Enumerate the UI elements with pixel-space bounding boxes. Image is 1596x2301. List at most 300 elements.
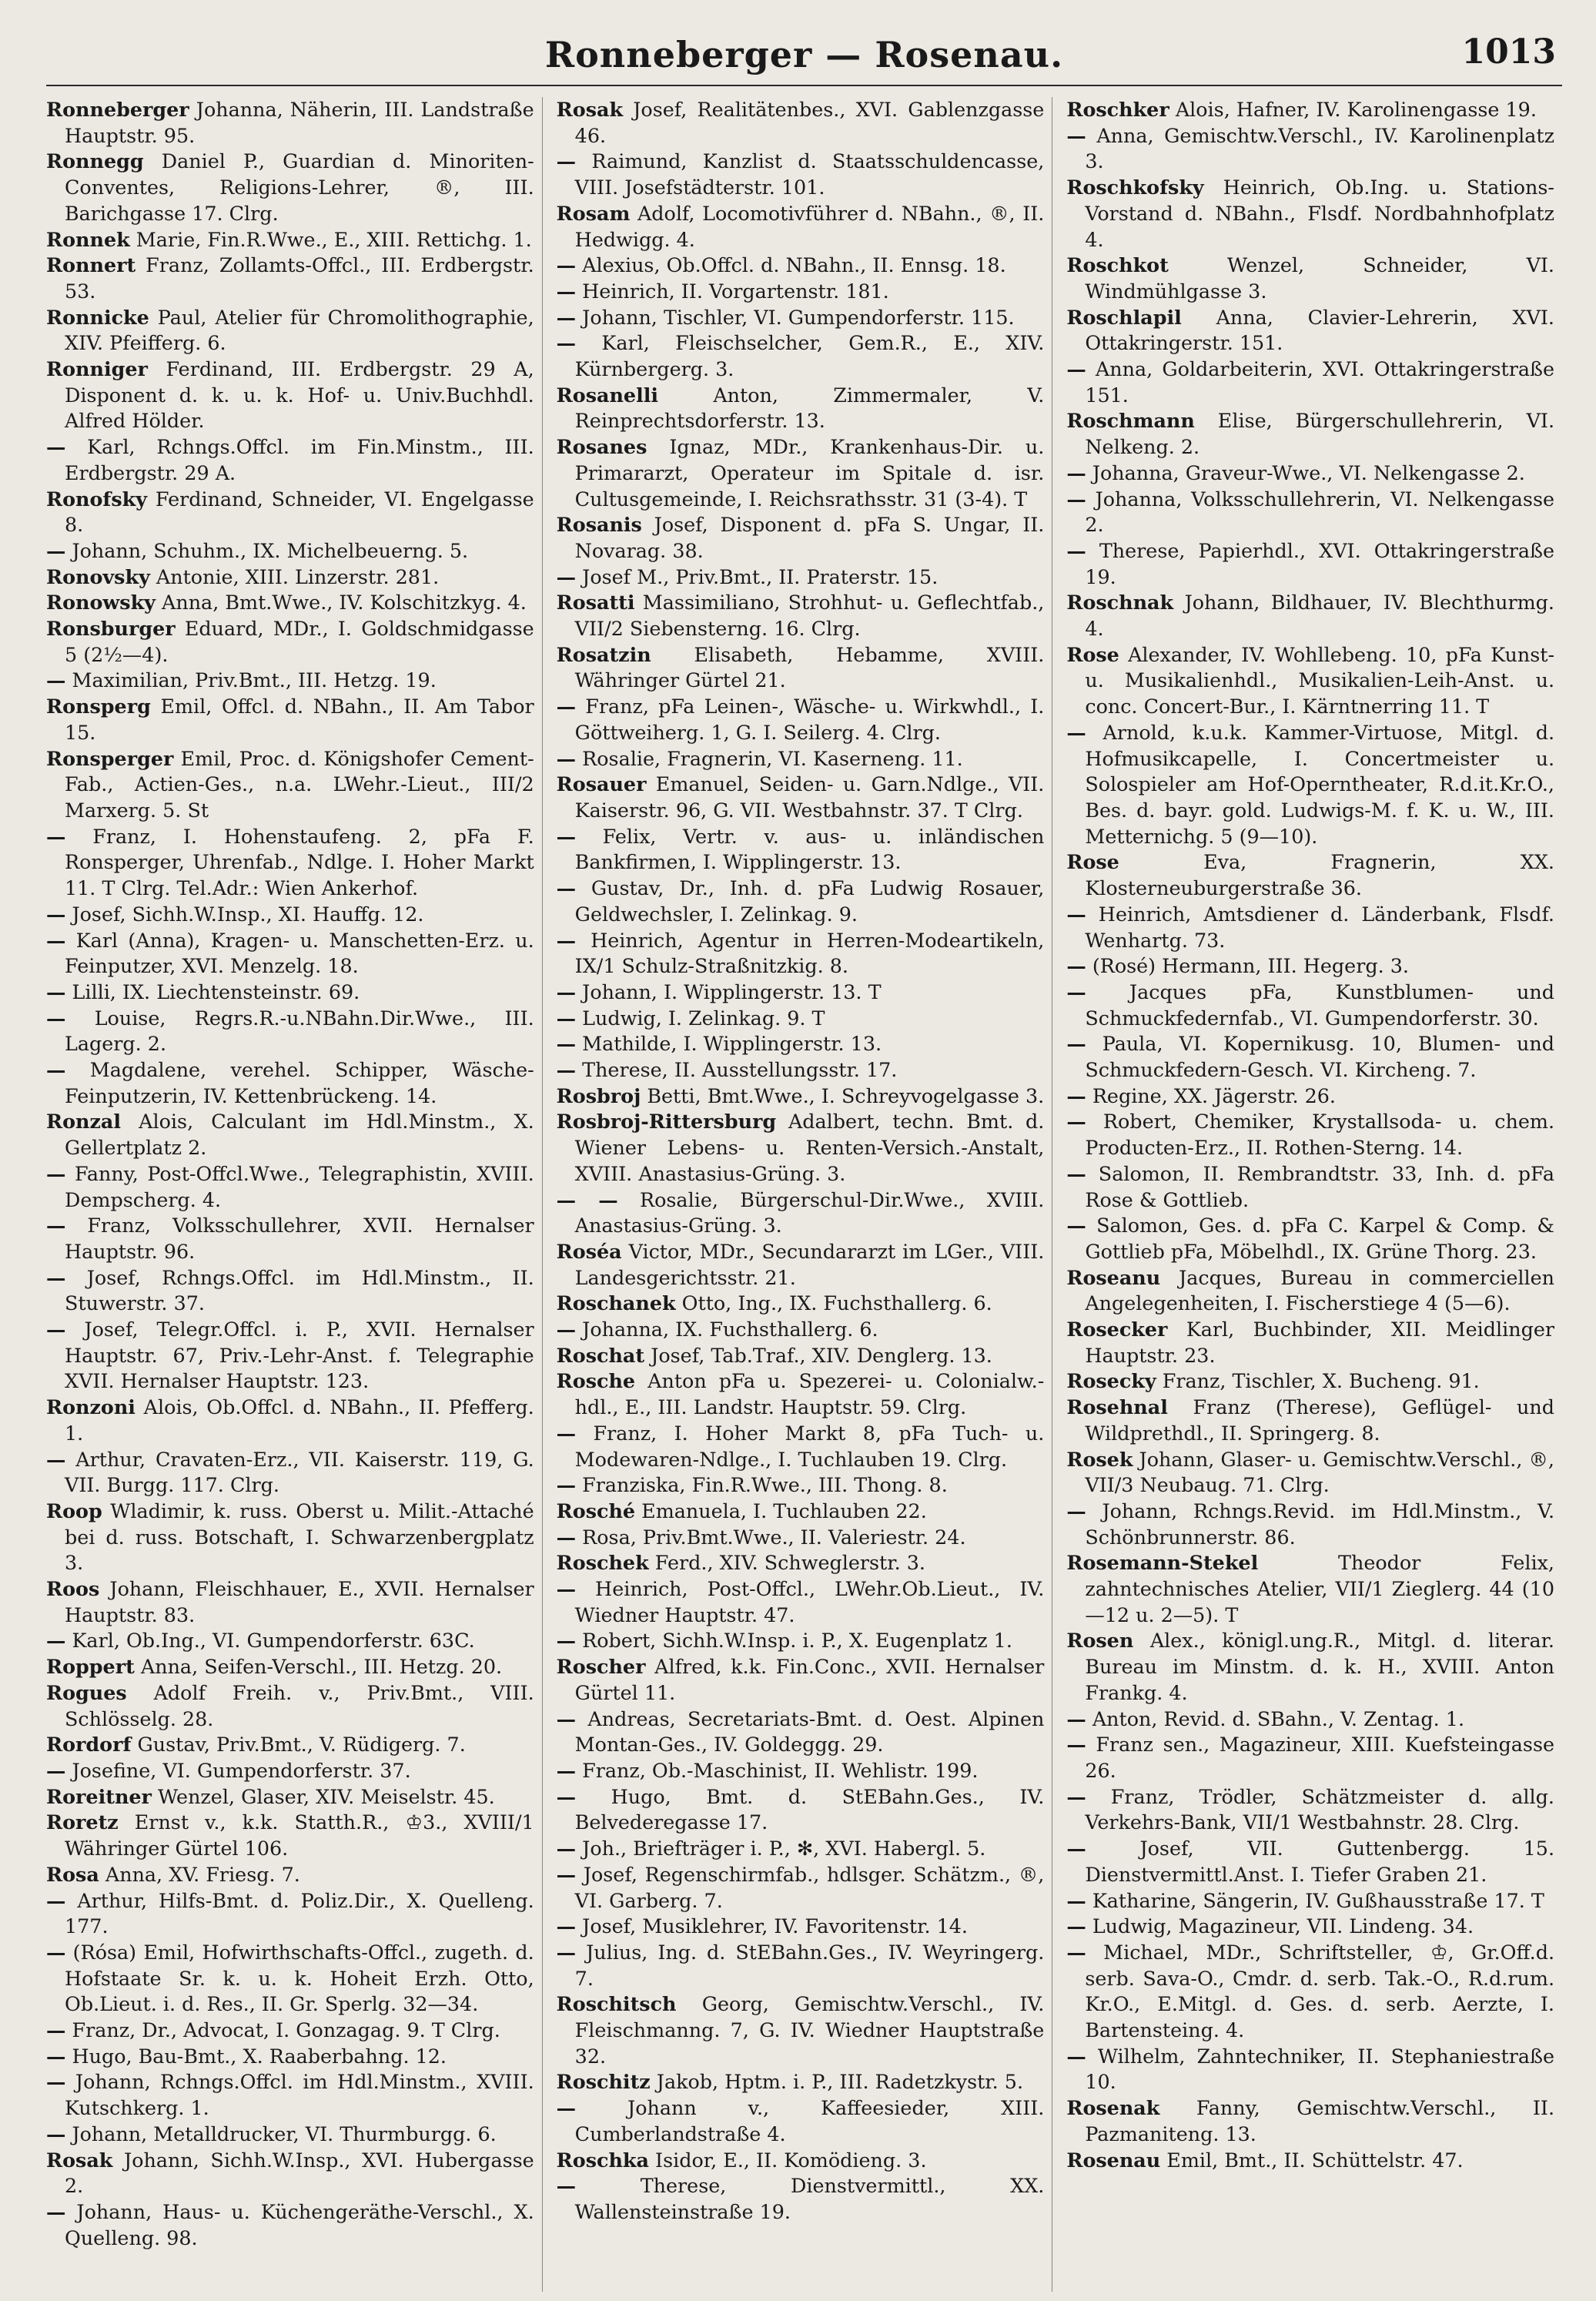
entry-details: Josef, Regenschirmfab., hdlsger. Schätzm., ®, VI. Garberg. 7.: [574, 1862, 1045, 1912]
entry-surname: —: [556, 1784, 577, 1808]
entry-surname: —: [556, 1759, 577, 1782]
entry-surname: —: [46, 435, 66, 459]
entry-surname: Ronsperger: [46, 746, 174, 770]
entry-details: Emil, Offcl. d. NBahn., II. Am Tabor 15.: [65, 695, 534, 744]
entry-details: Arthur, Hilfs-Bmt. d. Poliz.Dir., X. Quelleng. 177.: [65, 1888, 534, 1938]
directory-entry: [1066, 123, 1554, 175]
directory-entry: [557, 1525, 1045, 1551]
entry-details: Otto, Ing., IX. Fuchsthallerg. 6.: [681, 1291, 992, 1315]
directory-entry: [46, 2069, 534, 2121]
entry-details: Robert, Sichh.W.Insp. i. P., X. Eugenplatz 1.: [582, 1629, 1012, 1653]
directory-entry: [46, 694, 534, 745]
entry-surname: —: [1066, 1784, 1086, 1808]
entry-details: Arnold, k.u.k. Kammer-Virtuose, Mitgl. d. Hofmusikcapelle, I. Concertmeister u. Solospieler am Hof-Operntheater, R.d.it.Kr.O., Bes. d. bayr. gold. Ludwigs-M. f. K. u. W., III. Metternichg. 5 (9—10).: [1085, 720, 1555, 848]
entry-details: Ferd., XIV. Schweglerstr. 3.: [654, 1551, 925, 1575]
entry-details: Johann, Haus- u. Küchengeräthe-Verschl., X. Quelleng. 98.: [65, 2199, 534, 2249]
directory-entry: [1066, 357, 1554, 408]
entry-details: Regine, XX. Jägerstr. 26.: [1092, 1084, 1336, 1107]
entry-surname: —: [46, 1265, 66, 1289]
directory-entry: [557, 1343, 1045, 1369]
entry-details: Betti, Bmt.Wwe., I. Schreyvogelgasse 3.: [647, 1084, 1045, 1107]
entry-details: Anton, Revid. d. SBahn., V. Zentag. 1.: [1092, 1706, 1465, 1730]
directory-entry: [46, 1317, 534, 1395]
entry-surname: —: [46, 1759, 66, 1782]
directory-entry: [1066, 1447, 1554, 1499]
entry-details: Emanuela, I. Tuchlauben 22.: [641, 1499, 927, 1522]
directory-entry: [557, 876, 1045, 927]
page-header: [46, 31, 1562, 86]
entry-surname: —: [556, 1032, 577, 1056]
entry-surname: —: [1066, 1888, 1086, 1912]
directory-entry: [46, 2148, 534, 2199]
directory-entry: [557, 1550, 1045, 1576]
entry-details: Lilli, IX. Liechtensteinstr. 69.: [72, 980, 360, 1003]
entry-surname: Roop: [46, 1499, 102, 1522]
directory-entry: [557, 1317, 1045, 1343]
directory-entry: [557, 1239, 1045, 1291]
entry-surname: Rose: [1066, 850, 1119, 874]
directory-entry: [46, 928, 534, 980]
entry-surname: —: [556, 746, 577, 770]
entry-surname: Ronnert: [46, 253, 136, 277]
entry-surname: —: [556, 824, 577, 848]
entry-surname: Rosatzin: [556, 642, 651, 666]
entry-surname: Rosenau: [1066, 2148, 1161, 2172]
entry-details: Ludwig, Magazineur, VII. Lindeng. 34.: [1092, 1914, 1474, 1938]
entry-surname: —: [46, 2044, 66, 2068]
directory-entry: [46, 2018, 534, 2044]
directory-entry: [557, 1291, 1045, 1317]
entry-surname: —: [1066, 1940, 1086, 1964]
entry-details: Therese, II. Ausstellungsstr. 17.: [582, 1058, 898, 1082]
directory-entry: [557, 1706, 1045, 1758]
directory-entry: [46, 305, 534, 357]
directory-entry: [557, 980, 1045, 1006]
directory-entry: [46, 1862, 534, 1888]
entry-details: Anton, Zimmermaler, V. Reinprechtsdorferstr. 13.: [574, 383, 1045, 433]
entry-surname: Rosam: [556, 201, 631, 225]
directory-entry: [557, 383, 1045, 434]
entry-details: Jacques pFa, Kunstblumen- und Schmuckfedernfab., VI. Gumpendorferstr. 30.: [1085, 980, 1555, 1030]
entry-surname: —: [556, 253, 577, 277]
entry-details: Johann, Tischler, VI. Gumpendorferstr. 115.: [582, 305, 1015, 329]
entry-details: Johann, Metalldrucker, VI. Thurmburgg. 6.: [72, 2122, 497, 2145]
directory-entry: [1066, 902, 1554, 953]
directory-entry: [46, 1395, 534, 1446]
entry-details: Anton pFa u. Spezerei- u. Colonialw.-hdl., E., III. Landstr. Hauptstr. 59. Clrg.: [574, 1369, 1045, 1419]
directory-entry: [557, 1499, 1045, 1525]
entry-surname: Roschat: [556, 1343, 645, 1367]
directory-entry: [557, 2069, 1045, 2095]
directory-entry: [557, 1914, 1045, 1940]
column-middle: [557, 97, 1053, 2292]
directory-entry: [1066, 1732, 1554, 1784]
entry-surname: —: [46, 1006, 66, 1030]
entry-surname: Rosemann-Stekel: [1066, 1551, 1259, 1575]
entry-surname: —: [46, 980, 66, 1003]
entry-surname: —: [556, 1914, 577, 1938]
directory-entry: [46, 149, 534, 226]
directory-entry: [557, 1031, 1045, 1057]
entry-details: Johann, Schuhm., IX. Michelbeuerng. 5.: [72, 538, 469, 562]
entry-details: Johann, Fleischhauer, E., XVII. Hernalser Hauptstr. 83.: [65, 1577, 534, 1626]
entry-details: Alexius, Ob.Offcl. d. NBahn., II. Ennsg. 18.: [582, 253, 1006, 277]
entry-details: Alois, Ob.Offcl. d. NBahn., II. Pfefferg. 1.: [65, 1395, 534, 1445]
entry-details: Josef, Tab.Traf., XIV. Denglerg. 13.: [651, 1343, 992, 1367]
entry-details: Anna, Gemischtw.Verschl., IV. Karolinenplatz 3.: [1085, 123, 1555, 173]
entry-surname: —: [556, 1525, 577, 1549]
entry-details: Anna, Seifen-Verschl., III. Hetzg. 20.: [140, 1655, 503, 1679]
entry-surname: Ronzoni: [46, 1395, 136, 1419]
entry-details: Josef, Rchngs.Offcl. im Hdl.Minstm., II. Stuwerstr. 37.: [65, 1265, 534, 1315]
entry-details: Raimund, Kanzlist d. Staatsschuldencasse, VIII. Josefstädterstr. 101.: [574, 149, 1045, 199]
entry-surname: Rosenak: [1066, 2096, 1160, 2120]
entry-details: Emanuel, Seiden- u. Garn.Ndlge., VII. Kaiserstr. 96, G. VII. Westbahnstr. 37. T Clrg.: [574, 772, 1045, 822]
entry-surname: —: [46, 1447, 66, 1471]
entry-surname: Roschlapil: [1066, 305, 1182, 329]
entry-surname: —: [556, 876, 577, 900]
entry-details: Johanna, Volksschullehrerin, VI. Nelkengasse 2.: [1085, 487, 1555, 537]
entry-details: Ignaz, MDr., Krankenhaus-Dir. u. Primararzt, Operateur im Spitale d. isr. Cultusgemeinde, I. Reichsrathsstr. 31 (3-4). T: [574, 435, 1045, 511]
entry-details: Franz, Zollamts-Offcl., III. Erdbergstr. 53.: [65, 253, 534, 303]
entry-surname: —: [46, 1888, 66, 1912]
entry-surname: Roschker: [1066, 98, 1169, 121]
entry-details: Rosalie, Fragnerin, VI. Kaserneng. 11.: [582, 746, 963, 770]
entry-surname: —: [46, 1058, 66, 1082]
entry-surname: Rosbroj-Rittersburg: [556, 1110, 777, 1134]
entry-details: Victor, MDr., Secundararzt im LGer., VIII. Landesgerichtsstr. 21.: [574, 1239, 1045, 1289]
directory-entry: [1066, 1395, 1554, 1446]
directory-entry: [46, 1213, 534, 1264]
entry-details: Johann, Rchngs.Offcl. im Hdl.Minstm., XVIII. Kutschkerg. 1.: [65, 2070, 534, 2120]
entry-surname: —: [46, 1161, 66, 1185]
directory-entry: [557, 2095, 1045, 2147]
directory-entry: [557, 330, 1045, 382]
entry-surname: Rosen: [1066, 1629, 1134, 1653]
entry-details: Adalbert, techn. Bmt. d. Wiener Lebens- u. Renten-Versich.-Anstalt, XVIII. Anastasius-Grüng. 3.: [574, 1110, 1045, 1185]
directory-entry: [46, 2199, 534, 2251]
entry-details: Ludwig, I. Zelinkag. 9. T: [582, 1006, 825, 1030]
entry-surname: —: [556, 1706, 577, 1730]
entry-surname: —: [46, 824, 66, 848]
entry-details: Therese, Dienstvermittl., XX. Wallensteinstraße 19.: [574, 2174, 1045, 2223]
directory-entry: [557, 564, 1045, 591]
entry-surname: —: [46, 2018, 66, 2042]
entry-details: Massimiliano, Strohhut- u. Geflechtfab., VII/2 Siebensterng. 16. Clrg.: [574, 591, 1045, 641]
directory-entry: [46, 538, 534, 564]
directory-entry: [1066, 1161, 1554, 1213]
entry-details: Katharine, Sängerin, IV. Gußhausstraße 17. T: [1092, 1888, 1544, 1912]
directory-entry: [46, 1940, 534, 2018]
entry-details: Josef, Realitätenbes., XVI. Gablenzgasse 46.: [574, 98, 1045, 147]
directory-entry: [1066, 1706, 1554, 1733]
entry-surname: —: [1066, 720, 1086, 744]
entry-surname: —: [556, 980, 577, 1003]
directory-entry: [1066, 408, 1554, 460]
entry-surname: —: [1066, 1084, 1086, 1107]
directory-entry: [46, 1628, 534, 1654]
entry-surname: Rosa: [46, 1862, 99, 1886]
entry-details: Ernst v., k.k. Statth.R., ♔3., XVIII/1 Währinger Gürtel 106.: [65, 1810, 534, 1861]
entry-details: (Rósa) Emil, Hofwirthschafts-Offcl., zugeth. d. Hofstaate Sr. k. u. k. Hoheit Erzh. Otto, Ob.Lieut. i. d. Res., II. Gr. Sperlg. 32—34.: [65, 1940, 534, 2016]
entry-surname: —: [46, 928, 66, 952]
directory-entry: [1066, 487, 1554, 538]
directory-entry: [46, 2122, 534, 2148]
directory-columns: [46, 97, 1562, 2292]
entry-details: Johann, Rchngs.Revid. im Hdl.Minstm., V. Schönbrunnerstr. 86.: [1085, 1499, 1555, 1549]
entry-details: Franz, Tischler, X. Bucheng. 91.: [1162, 1369, 1480, 1393]
entry-details: Joh., Briefträger i. P., ✻, XVI. Habergl. 5.: [582, 1837, 986, 1861]
entry-details: Gustav, Dr., Inh. d. pFa Ludwig Rosauer, Geldwechsler, I. Zelinkag. 9.: [574, 876, 1045, 926]
entry-surname: —: [556, 2174, 577, 2198]
directory-entry: [557, 1862, 1045, 1914]
entry-surname: —: [556, 149, 577, 173]
directory-entry: [557, 1421, 1045, 1472]
entry-surname: —: [1066, 1110, 1086, 1134]
entry-surname: —: [556, 1940, 577, 1964]
directory-entry: [557, 1784, 1045, 1836]
entry-surname: Ronsperg: [46, 695, 151, 718]
directory-entry: [46, 1057, 534, 1109]
directory-entry: [46, 1576, 534, 1628]
entry-surname: —: [46, 1214, 66, 1238]
entry-details: Johanna, Näherin, III. Landstraße Hauptstr. 95.: [65, 98, 534, 147]
entry-surname: Rosecker: [1066, 1318, 1168, 1341]
directory-entry: [46, 1732, 534, 1758]
entry-surname: Roséa: [556, 1239, 622, 1263]
entry-surname: —: [1066, 461, 1086, 484]
entry-details: Therese, Papierhdl., XVI. Ottakringerstraße 19.: [1085, 538, 1555, 588]
entry-surname: —: [556, 2096, 577, 2120]
entry-details: Johann, Sichh.W.Insp., XVI. Hubergasse 2.: [65, 2148, 534, 2198]
entry-details: Salomon, Ges. d. pFa C. Karpel & Comp. & Gottlieb pFa, Möbelhdl., IX. Grüne Thorg. 23.: [1085, 1214, 1555, 1263]
entry-details: Franz, I. Hohenstaufeng. 2, pFa F. Ronsperger, Uhrenfab., Ndlge. I. Hoher Markt 11. T Clrg. Tel.Adr.: Wien Ankerhof.: [65, 824, 534, 900]
entry-details: Theodor Felix, zahntechnisches Atelier, VII/1 Zieglerg. 44 (10—12 u. 2—5). T: [1085, 1551, 1555, 1626]
entry-surname: Roschek: [556, 1551, 649, 1575]
entry-details: Anna, Goldarbeiterin, XVI. Ottakringerstraße 151.: [1085, 357, 1555, 407]
entry-details: Anna, Clavier-Lehrerin, XVI. Ottakringerstr. 151.: [1085, 305, 1555, 355]
entry-surname: Ronzal: [46, 1110, 122, 1134]
column-left: [46, 97, 543, 2292]
directory-entry: [557, 1006, 1045, 1032]
directory-entry: [1066, 1084, 1554, 1110]
directory-entry: [557, 1576, 1045, 1628]
directory-entry: [557, 694, 1045, 745]
directory-entry: [1066, 980, 1554, 1031]
entry-details: Franz, Dr., Advocat, I. Gonzagag. 9. T Clrg.: [72, 2018, 500, 2042]
entry-surname: Rosché: [556, 1499, 636, 1522]
directory-entry: [46, 1654, 534, 1680]
directory-entry: [1066, 97, 1554, 123]
directory-entry: [46, 1006, 534, 1057]
directory-entry: [1066, 849, 1554, 901]
entry-surname: Rosatti: [556, 591, 635, 615]
entry-surname: —: [1066, 1499, 1086, 1522]
entry-surname: —: [1066, 980, 1086, 1003]
entry-details: Heinrich, Agentur in Herren-Modeartikeln, IX/1 Schulz-Straßnitzkig. 8.: [574, 928, 1045, 978]
entry-surname: Rosehnal: [1066, 1395, 1168, 1419]
entry-surname: Ronnicke: [46, 305, 149, 329]
directory-entry: [46, 253, 534, 304]
entry-details: Arthur, Cravaten-Erz., VII. Kaiserstr. 119, G. VII. Burgg. 117. Clrg.: [65, 1447, 534, 1497]
entry-surname: Roschanek: [556, 1291, 676, 1315]
entry-details: Felix, Vertr. v. aus- u. inländischen Bankfirmen, I. Wipplingerstr. 13.: [574, 824, 1045, 874]
entry-surname: Rosecky: [1066, 1369, 1156, 1393]
directory-entry: [1066, 720, 1554, 850]
entry-surname: —: [46, 538, 66, 562]
entry-details: Alois, Hafner, IV. Karolinengasse 19.: [1175, 98, 1537, 121]
entry-details: Karl, Fleischselcher, Gem.R., E., XIV. Kürnbergerg. 3.: [574, 331, 1045, 381]
entry-surname: —: [1066, 123, 1086, 147]
entry-details: Fanny, Post-Offcl.Wwe., Telegraphistin, XVIII. Dempscherg. 4.: [65, 1161, 534, 1211]
directory-entry: [46, 616, 534, 668]
entry-details: Elise, Bürgerschullehrerin, VI. Nelkeng. 2.: [1085, 409, 1555, 459]
entry-details: Eva, Fragnerin, XX. Klosterneuburgerstraße 36.: [1085, 850, 1555, 900]
directory-entry: [1066, 2095, 1554, 2147]
entry-details: Franz (Therese), Geflügel- und Wildprethdl., II. Springerg. 8.: [1085, 1395, 1555, 1445]
directory-entry: [557, 1836, 1045, 1862]
directory-entry: [46, 357, 534, 434]
entry-surname: —: [556, 1473, 577, 1497]
entry-details: Rosa, Priv.Bmt.Wwe., II. Valeriestr. 24.: [582, 1525, 966, 1549]
directory-entry: [557, 2148, 1045, 2174]
directory-entry: [557, 1940, 1045, 1991]
entry-surname: — —: [556, 1187, 618, 1211]
directory-entry: [1066, 1317, 1554, 1368]
directory-entry: [557, 772, 1045, 823]
entry-surname: —: [556, 1629, 577, 1653]
directory-entry: [46, 746, 534, 824]
directory-entry: [1066, 1940, 1554, 2044]
entry-surname: —: [1066, 357, 1086, 381]
directory-entry: [557, 824, 1045, 876]
directory-entry: [46, 902, 534, 928]
directory-entry: [1066, 590, 1554, 641]
directory-entry: [557, 434, 1045, 512]
directory-entry: [46, 487, 534, 538]
entry-details: Magdalene, verehel. Schipper, Wäsche-Feinputzerin, IV. Kettenbrückeng. 14.: [65, 1058, 534, 1107]
entry-details: Elisabeth, Hebamme, XVIII. Währinger Gürtel 21.: [574, 642, 1045, 692]
directory-entry: [1066, 1784, 1554, 1836]
entry-details: Mathilde, I. Wipplingerstr. 13.: [582, 1032, 882, 1056]
entry-details: Alex., königl.ung.R., Mitgl. d. literar. Bureau im Minstm. d. k. H., XVIII. Anton Frankg. 4.: [1085, 1629, 1555, 1704]
directory-entry: [557, 1654, 1045, 1706]
entry-surname: Roschmann: [1066, 409, 1195, 433]
entry-surname: —: [1066, 1214, 1086, 1238]
entry-surname: Ronsburger: [46, 617, 176, 641]
entry-surname: Roos: [46, 1577, 100, 1601]
directory-entry: [46, 824, 534, 902]
entry-details: Johanna, Graveur-Wwe., VI. Nelkengasse 2.: [1092, 461, 1525, 484]
entry-details: Marie, Fin.R.Wwe., E., XIII. Rettichg. 1.: [136, 227, 532, 251]
entry-surname: Rosanis: [556, 513, 642, 537]
entry-surname: —: [1066, 1032, 1086, 1056]
entry-surname: Roschitz: [556, 2070, 651, 2094]
directory-entry: [1066, 1213, 1554, 1264]
directory-entry: [557, 201, 1045, 253]
directory-entry: [1066, 1031, 1554, 1083]
entry-surname: —: [556, 1577, 577, 1601]
entry-surname: —: [46, 902, 66, 926]
entry-surname: —: [556, 1862, 577, 1886]
entry-surname: —: [1066, 1161, 1086, 1185]
entry-surname: —: [556, 695, 577, 718]
entry-details: Salomon, II. Rembrandtstr. 33, Inh. d. pFa Rose & Gottlieb.: [1085, 1161, 1555, 1211]
directory-entry: [46, 564, 534, 591]
entry-surname: Rosbroj: [556, 1084, 641, 1107]
directory-entry: [557, 149, 1045, 200]
directory-entry: [1066, 461, 1554, 487]
directory-entry: [1066, 538, 1554, 590]
entry-surname: —: [46, 2199, 66, 2223]
entry-details: Heinrich, Amtsdiener d. Länderbank, Flsdf. Wenhartg. 73.: [1085, 902, 1555, 952]
directory-entry: [557, 97, 1045, 149]
directory-entry: [46, 980, 534, 1006]
entry-surname: —: [1066, 538, 1086, 562]
entry-surname: —: [556, 1006, 577, 1030]
directory-entry: [557, 1368, 1045, 1420]
entry-surname: Roschnak: [1066, 591, 1174, 615]
entry-surname: Roreitner: [46, 1784, 152, 1808]
entry-details: Georg, Gemischtw.Verschl., IV. Fleischmanng. 7, G. IV. Wiedner Hauptstraße 32.: [574, 1992, 1045, 2068]
entry-details: Fanny, Gemischtw.Verschl., II. Pazmaniteng. 13.: [1085, 2096, 1555, 2145]
entry-details: Robert, Chemiker, Krystallsoda- u. chem. Producten-Erz., II. Rothen-Sterng. 14.: [1085, 1110, 1555, 1160]
directory-entry: [46, 1680, 534, 1732]
entry-surname: —: [1066, 902, 1086, 926]
entry-surname: Rosanes: [556, 435, 647, 459]
entry-surname: —: [1066, 487, 1086, 511]
entry-details: (Rosé) Hermann, III. Hegerg. 3.: [1092, 954, 1409, 978]
entry-details: Franz sen., Magazineur, XIII. Kuefsteingasse 26.: [1085, 1733, 1555, 1782]
directory-entry: [46, 1161, 534, 1213]
entry-surname: Roschitsch: [556, 1992, 677, 2016]
entry-details: Gustav, Priv.Bmt., V. Rüdigerg. 7.: [137, 1733, 466, 1757]
entry-surname: —: [556, 1318, 577, 1341]
entry-details: Ferdinand, Schneider, VI. Engelgasse 8.: [65, 487, 534, 537]
directory-entry: [557, 1991, 1045, 2069]
entry-surname: —: [1066, 1706, 1086, 1730]
entry-details: Wenzel, Glaser, XIV. Meiselstr. 45.: [158, 1784, 495, 1808]
directory-entry: [1066, 1888, 1554, 1914]
entry-surname: Roschkot: [1066, 253, 1169, 277]
entry-surname: Roppert: [46, 1655, 135, 1679]
directory-entry: [46, 1810, 534, 1861]
entry-surname: Ronofsky: [46, 487, 147, 511]
entry-details: Alexander, IV. Wohllebeng. 10, pFa Kunst- u. Musikalienhdl., Musikalien-Leih-Anst. u. conc. Concert-Bur., I. Kärntnerring 11. T: [1085, 642, 1555, 718]
entry-surname: Roschkofsky: [1066, 176, 1204, 199]
entry-surname: —: [556, 928, 577, 952]
entry-details: Josefine, VI. Gumpendorferstr. 37.: [72, 1759, 411, 1782]
column-right: [1066, 97, 1562, 2292]
entry-details: Franz, pFa Leinen-, Wäsche- u. Wirkwhdl., I. Göttweiherg. 1, G. I. Seilerg. 4. Clrg.: [574, 695, 1045, 744]
entry-details: Isidor, E., II. Komödieng. 3.: [655, 2148, 927, 2172]
entry-surname: Rosek: [1066, 1447, 1133, 1471]
directory-entry: [46, 590, 534, 616]
entry-surname: Roschka: [556, 2148, 649, 2172]
entry-details: Heinrich, Post-Offcl., LWehr.Ob.Lieut., IV. Wiedner Hauptstr. 47.: [574, 1577, 1045, 1626]
directory-entry: [557, 1187, 1045, 1239]
entry-details: Karl, Ob.Ing., VI. Gumpendorferstr. 63C.: [72, 1629, 475, 1653]
entry-details: Wenzel, Schneider, VI. Windmühlgasse 3.: [1085, 253, 1555, 303]
directory-entry: [1066, 1550, 1554, 1628]
entry-details: Jacques, Bureau in commerciellen Angelegenheiten, I. Fischerstiege 4 (5—6).: [1085, 1265, 1555, 1315]
directory-entry: [1066, 1628, 1554, 1706]
entry-details: Karl, Rchngs.Offcl. im Fin.Minstm., III. Erdbergstr. 29 A.: [65, 435, 534, 484]
entry-surname: —: [556, 279, 577, 303]
entry-details: Josef, Telegr.Offcl. i. P., XVII. Hernalser Hauptstr. 67, Priv.-Lehr-Anst. f. Telegraphie XVII. Hernalser Hauptstr. 123.: [65, 1318, 534, 1393]
entry-surname: Roscher: [556, 1655, 646, 1679]
entry-surname: Ronnek: [46, 227, 130, 251]
